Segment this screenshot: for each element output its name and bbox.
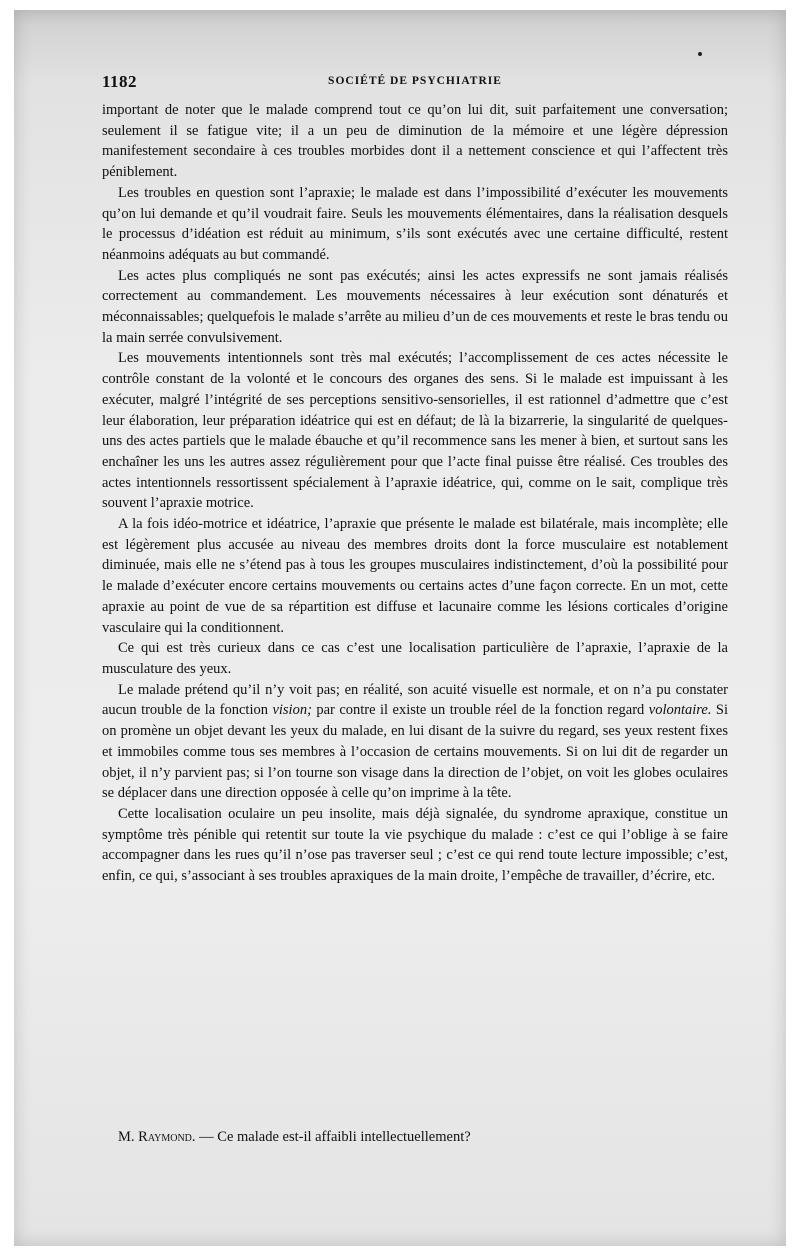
- paragraph-continuation: important de noter que le malade comprend tout ce qu’on lui dit, suit parfaitement une conversation; seulement il se fatigue vite; il a un peu de diminution de la mémoire et une légère dépression manifestement secondaire à ces troubles morbides dont il a nettement conscience et qui l’affectent très péniblement.: [102, 102, 728, 181]
- paragraph-localisation-oculaire: Cette localisation oculaire un peu insolite, mais déjà signalée, du syndrome apraxique, constitue un symptôme très pénible qui retentit sur toute la vie psychique du malade : c’est ce qui l’oblige à se faire accompagner dans les rues qu’il n’ose pas traverser seul ; c’est ce qui rend toute lecture impossible; c’est, enfin, ce qui, s’associant à ses troubles apraxiques de la main droite, l’empêche de travailler, d’écrire, etc.: [102, 805, 728, 885]
- vision-text-2: par contre il existe un trouble réel de la fonction regard: [311, 702, 649, 719]
- page-number: 1182: [102, 72, 138, 91]
- paragraph-localisation: Ce qui est très curieux dans ce cas c’est une localisation particulière de l’apraxie, l’apraxie de la musculature des yeux.: [102, 640, 728, 677]
- vision-emphasis: vision;: [272, 702, 312, 719]
- discussion-remark: [118, 1127, 728, 1147]
- vision-text-3: Si on promène un objet devant les yeux du malade, en lui disant de la suivre du regard, ses yeux restent fixes et immobiles comme tous ses membres à l’occasion de certains mouvements. Si on lui dit de regarder un objet, il n’y parvient pas; si l’on tourne son visage dans la direction de l’objet, on voit les globes oculaires se déplacer dans une direction opposée à celle qu’on imprime à la tête.: [102, 702, 728, 802]
- paragraph-ideo-motrice: A la fois idéo-motrice et idéatrice, l’apraxie que présente le malade est bilatérale, mais incomplète; elle est légèrement plus accusée au niveau des membres droits dont la force musculaire est notablement diminuée, mais elle ne s’étend pas à tous les groupes musculaires indistinctement, d’où la possibilité pour le malade d’exécuter encore certains mouvements ou certains actes d’une façon correcte. En un mot, cette apraxie au point de vue de sa répartition est diffuse et lacunaire comme les lésions corticales d’origine vasculaire qui la conditionnent.: [102, 516, 728, 636]
- vision-text-1: Le malade prétend qu’il n’y voit pas; en réalité, son acuité visuelle est normale, et on n’a pu constater aucun trouble de la fonction: [102, 681, 728, 719]
- running-head: [102, 72, 728, 94]
- print-speck: [698, 52, 702, 56]
- paragraph-vision: [102, 680, 728, 804]
- paragraph-mouvements-intentionnels: Les mouvements intentionnels sont très mal exécutés; l’accomplissement de ces actes nécessite le contrôle constant de la volonté et le concours des organes des sens. Si le malade est impuissant à les exécuter, malgré l’intégrité de ses perceptions sensitivo-sensorielles, il est rationnel d’admettre que c’est leur élaboration, leur préparation idéatrice qui est en défaut; de là la bizarrerie, la singularité de quelques-uns des actes partiels que le malade ébauche et qu’il recommence sans les mener à bien, et surtout sans les enchaîner les uns les autres assez régulièrement pour que l’acte final puisse être réalisé. Ces troubles des actes intentionnels ressortissent spécialement à l’apraxie idéatrice, qui, comme on le sait, complique très souvent l’apraxie motrice.: [102, 350, 728, 512]
- volontaire-emphasis: volontaire.: [648, 702, 712, 719]
- speaker-name: M. Raymond.: [118, 1129, 196, 1145]
- journal-title: SOCIÉTÉ DE PSYCHIATRIE: [328, 75, 502, 87]
- article-body: [102, 100, 728, 887]
- paragraph-apraxie-troubles: Les troubles en question sont l’apraxie; le malade est dans l’impossibilité d’exécuter les mouvements qu’on lui demande et qu’il voudrait faire. Seuls les mouvements élémentaires, dans la réalisation desquels le processus d’idéation est réduit au minimum, s’ils sont exécutés avec une certaine difficulté, restent néanmoins adéquats au but commandé.: [102, 184, 728, 263]
- paragraph-actes-compliques: Les actes plus compliqués ne sont pas exécutés; ainsi les actes expressifs ne sont jamais réalisés correctement au commandement. Les mouvements nécessaires à leur exécution sont dénaturés et méconnaissables; quelquefois le malade s’arrête au milieu d’un de ces mouvements et reste le bras tendu ou la main serrée convulsivement.: [102, 267, 728, 346]
- speaker-question: — Ce malade est-il affaibli intellectuellement?: [195, 1129, 471, 1145]
